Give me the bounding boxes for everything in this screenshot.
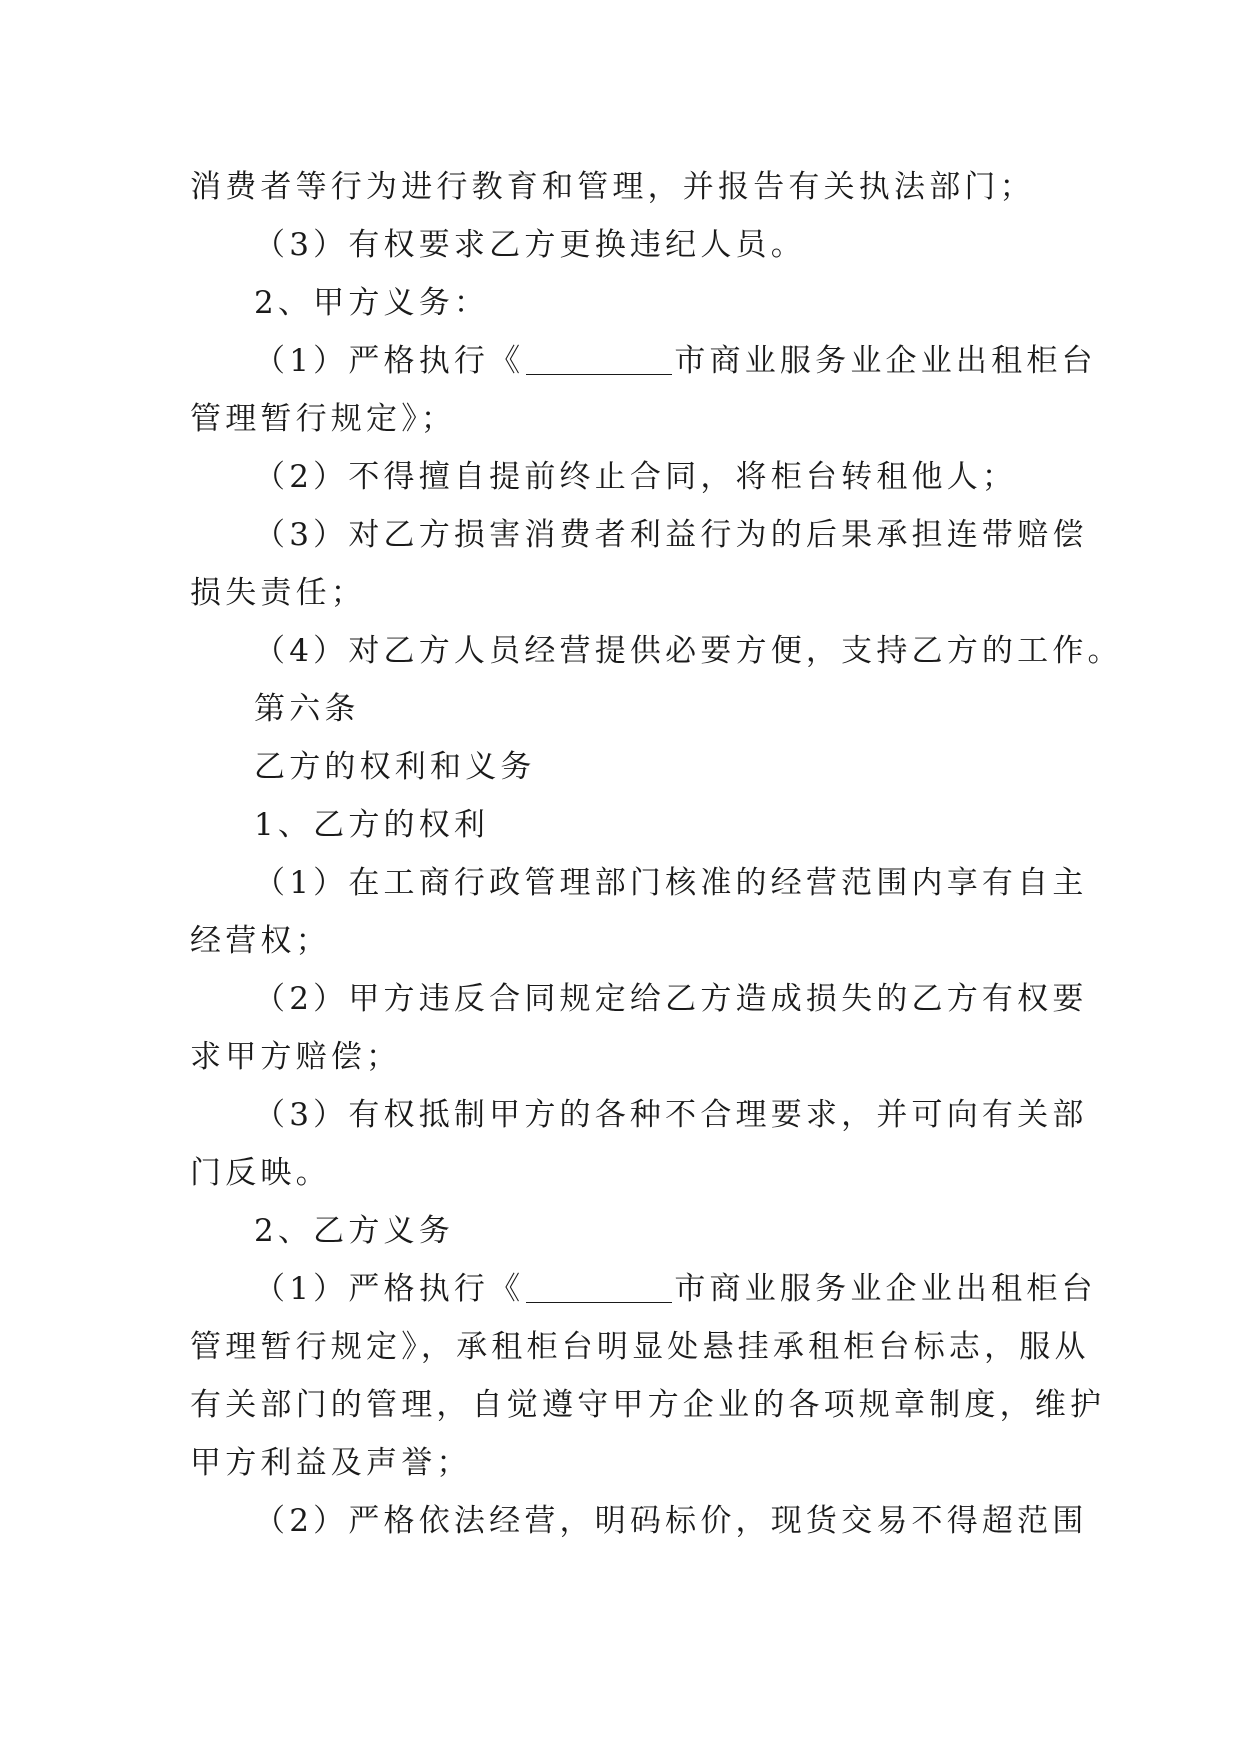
paragraph-line: （2）甲方违反合同规定给乙方造成损失的乙方有权要 <box>254 981 1088 1017</box>
section-heading: 1、乙方的权利 <box>254 807 490 843</box>
paragraph-line: （3）对乙方损害消费者利益行为的后果承担连带赔偿 <box>254 517 1088 553</box>
paragraph-line: 经营权； <box>190 923 331 959</box>
paragraph-line: （4）对乙方人员经营提供必要方便，支持乙方的工作。 <box>254 633 1123 669</box>
paragraph-line: 甲方利益及声誉； <box>190 1445 472 1481</box>
section-heading: 2、甲方义务： <box>254 285 490 321</box>
paragraph-line: 消费者等行为进行教育和管理，并报告有关执法部门； <box>190 169 1035 205</box>
paragraph-line: 有关部门的管理，自觉遵守甲方企业的各项规章制度，维护 <box>190 1387 1106 1423</box>
article-heading: 第六条 <box>254 691 360 727</box>
document-body <box>190 158 1123 1550</box>
paragraph-line: 求甲方赔偿； <box>190 1039 402 1075</box>
paragraph-line: （2）严格依法经营，明码标价，现货交易不得超范围 <box>254 1503 1088 1539</box>
line-prefix: （1）严格执行《 <box>254 343 525 379</box>
line-prefix: （1）严格执行《 <box>254 1271 525 1307</box>
paragraph-line <box>190 1260 1097 1318</box>
paragraph-line: 损失责任； <box>190 575 366 611</box>
line-suffix: 市商业服务业企业出租柜台 <box>674 1271 1097 1307</box>
paragraph-line: 管理暂行规定》； <box>190 401 457 437</box>
paragraph-line: 门反映。 <box>190 1155 331 1191</box>
section-heading: 2、乙方义务 <box>254 1213 454 1249</box>
paragraph-line: （2）不得擅自提前终止合同，将柜台转租他人； <box>254 459 1018 495</box>
fill-in-blank <box>526 1270 672 1303</box>
paragraph-line: 管理暂行规定》，承租柜台明显处悬挂承租柜台标志，服从 <box>190 1329 1090 1365</box>
paragraph-line: （3）有权抵制甲方的各种不合理要求，并可向有关部 <box>254 1097 1088 1133</box>
paragraph-line: （3）有权要求乙方更换违纪人员。 <box>254 227 806 263</box>
paragraph-line <box>190 332 1097 390</box>
article-title: 乙方的权利和义务 <box>254 749 536 785</box>
fill-in-blank <box>526 342 672 375</box>
paragraph-line: （1）在工商行政管理部门核准的经营范围内享有自主 <box>254 865 1088 901</box>
line-suffix: 市商业服务业企业出租柜台 <box>674 343 1097 379</box>
